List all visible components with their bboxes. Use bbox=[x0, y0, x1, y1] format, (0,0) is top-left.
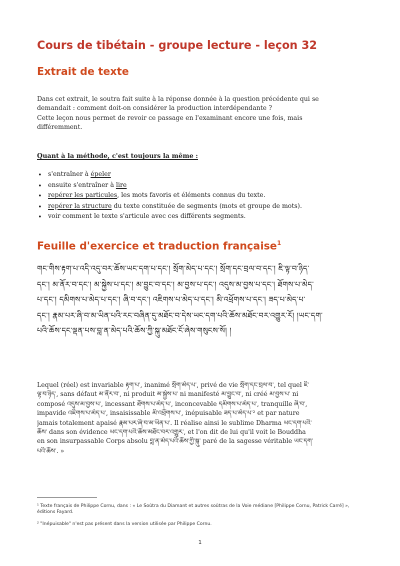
intro-line: Cette leçon nous permet de revoir ce passage en l'examinant encore une fois, mais bbox=[37, 114, 303, 122]
list-item bbox=[37, 181, 363, 192]
intro-paragraph bbox=[37, 95, 363, 133]
tibetan-text bbox=[37, 261, 363, 339]
section-heading-extract: Extrait de texte bbox=[37, 66, 129, 78]
translation-line: ཆོས་ dans son évidence ཡང་དག་པའི་ཆོས་མཐོང་བར་འགྱུར་, et l'on dit de lui qu'il voit le Bouddha bbox=[37, 429, 306, 437]
tibetan-line: གང་གིས་རྟག་པ་འདི་འདུ་བར་ཆོས་ཡང་དག་པ་དང་། སྲོག་མེད་པ་དང་། སྲོག་དང་བྲལ་བ་དང་། ཇི་ལྟ་བ་ཉིད་ bbox=[37, 264, 310, 273]
tibetan-line: དང་། མ་ནོར་བ་དང་། མ་སྐྱེས་པ་དང་། མ་བྱུང་བ་དང་། མ་བྱས་པ་དང་། འདུས་མ་བྱས་པ་དང་། ཐོགས་པ་མེད་ bbox=[37, 279, 314, 289]
item-underlined: repérer la structure bbox=[48, 202, 112, 210]
translation-line: composé འདུས་མ་བྱས་པ་, incessant ཐོགས་པ་མེད་པ་, inconcevable དམིགས་པ་མེད་པ་, tranquille ཞི་བ་, bbox=[37, 400, 308, 408]
footnote-ref: 1 bbox=[276, 240, 282, 247]
tibetan-line: དང་། རྣམ་པར་ཞི་བ་མ་ཡིན་པའི་རང་བཞིན་དུ་མཐོང་བ་དེས་ཡང་དག་པའི་ཆོས་མཐོང་བར་འགྱུར་རོ། །ཡང་དག་ bbox=[37, 310, 323, 320]
translation-paragraph bbox=[37, 381, 363, 456]
intro-line: Dans cet extrait, le soutra fait suite à la réponse donnée à la question précédente qui se bbox=[37, 96, 319, 103]
tibetan-line: པ་དང་། དམིགས་པ་མེད་པ་དང་། ཞི་བ་དང་། འཇིགས་པ་མེད་པ་དང་། མི་འཕྲོགས་པ་དང་། ཟད་པ་མེད་པ་ bbox=[37, 295, 306, 304]
translation-line: ལྟ་བ་ཉིད་, sans défaut མ་ནོར་བ་, ni produit མ་སྐྱེས་པ་ ni manifesté མ་བྱུང་བ་, ni créé མ་བྱས་པ་ ni bbox=[37, 391, 299, 399]
list-item bbox=[37, 191, 363, 202]
footnote-2: ² "Inépuisable" n'est pas présent dans la version utilisée par Philippe Cornu. bbox=[37, 522, 212, 527]
translation-line: en son insurpassable Corps absolu བླ་ན་མེད་པའི་ཆོས་ཀྱི་སྐུ་ paré de la sagesse véritable ཡང་དག་ bbox=[37, 438, 314, 446]
list-item bbox=[37, 170, 363, 181]
translation-line: པའི་ཆོས་. » bbox=[37, 447, 65, 455]
item-text: voir comment le texte s'articule avec ces différents segments. bbox=[48, 213, 246, 221]
page-number: 1 bbox=[198, 540, 202, 546]
item-underlined: lire bbox=[115, 181, 127, 189]
method-list bbox=[37, 170, 363, 223]
item-text: du texte constituée de segments (mots et groupe de mots). bbox=[111, 202, 302, 210]
item-text: s'entraîner à bbox=[48, 171, 91, 178]
tibetan-line: པའི་ཆོས་དང་ལྡན་པས་བླ་ན་མེད་པའི་ཆོས་ཀྱི་སྐུ་མཐོང་ངོ་ཞེས་གསུངས་སོ། ། bbox=[37, 326, 232, 335]
page-title: Cours de tibétain - groupe lecture - leçon 32 bbox=[37, 39, 318, 52]
intro-line: différemment. bbox=[37, 124, 83, 132]
item-underlined: repérer les particules bbox=[48, 192, 118, 200]
method-heading: Quant à la méthode, c'est toujours la même : bbox=[37, 152, 199, 160]
exercise-heading-text: Feuille d'exercice et traduction française bbox=[37, 240, 277, 253]
list-item bbox=[37, 212, 363, 223]
translation-line: jamais totalement apaisé རྣམ་པར་ཞི་བ་མ་ཡིན་པ་. Il réalise ainsi le sublime Dharma ཡང་དག་པའི་ bbox=[37, 419, 312, 427]
footnote-divider bbox=[37, 497, 97, 498]
item-underlined: épeler bbox=[90, 171, 111, 178]
item-text: , les mots favoris et éléments connus du texte. bbox=[117, 192, 266, 200]
intro-line: demandait : comment doit-on considérer la production interdépendante ? bbox=[37, 105, 273, 113]
section-heading-exercise bbox=[37, 240, 281, 252]
translation-line: Lequel (réel) est invariable རྟག་པ་, inanimé སྲོག་མེད་པ་, privé de vie སྲོག་དང་བྲལ་བ་, tel quel ཇི་ bbox=[37, 382, 310, 389]
list-item bbox=[37, 202, 363, 213]
translation-line: impavide འཇིགས་པ་མེད་པ་, insaisissable མི་འཕྲོགས་པ་, inépuisable ཟད་པ་མེད་པ་² et par nature bbox=[37, 410, 300, 418]
footnote-1: ¹ Texte français de Philippe Cornu, dans : « Le Soûtra du Diamant et autres soûtras de la Voie médiane [Philippe Cornu, Patrick Carré] », éditions Fayard. bbox=[37, 504, 350, 516]
item-text: ensuite s'entraîner à bbox=[48, 181, 116, 189]
